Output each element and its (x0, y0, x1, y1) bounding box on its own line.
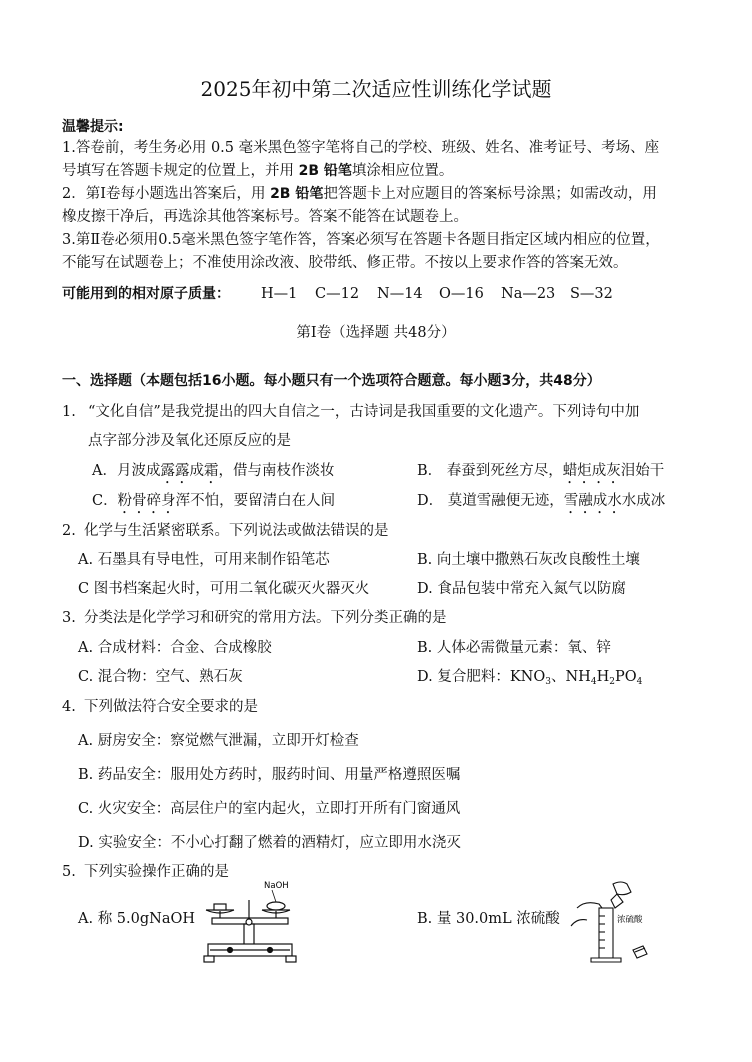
option-text: D. 复合肥料： (417, 669, 510, 685)
option-c: C. 火灾安全：高层住户的室内起火，立即打开所有门窗通风 (78, 801, 461, 817)
atomic-mass-o: O—16 (439, 286, 484, 302)
tips-text: 2．第Ⅰ卷每小题选出答案后，用 (62, 186, 271, 202)
option-d (417, 492, 665, 517)
tips-line (62, 185, 657, 203)
tips-heading: 温馨提示: (62, 119, 124, 135)
question-number: 5. (62, 864, 76, 880)
option-d (417, 668, 642, 691)
balance-scale-figure (200, 878, 304, 966)
option-c: C. 混合物：空气、熟石灰 (78, 669, 243, 685)
tips-text: 号填写在答题卡规定的位置上，并用 (62, 163, 299, 179)
option-text: A．月波成 (92, 463, 161, 479)
option-text: 水成冰 (621, 493, 666, 509)
part-heading: 一、选择题（本题包括16小题。每小题只有一个选项符合题意。每小题3分，共48分） (62, 373, 601, 389)
tips-line: 橡皮擦干净后，再选涂其他答案标号。答案不能答在试题卷上。 (62, 209, 468, 225)
dotted-text: 粉骨碎身 (117, 493, 176, 509)
option-text: B． 春蚕到死丝方尽， (417, 463, 563, 479)
option-b: B. 人体必需微量元素：氧、锌 (417, 640, 611, 656)
dotted-text: 雪融成水 (563, 493, 622, 509)
option-c: C 图书档案起火时，可用二氧化碳灭火器灭火 (78, 581, 370, 597)
tips-text-bold: 2B 铅笔 (298, 163, 352, 179)
option-text: 泪始干 (620, 463, 665, 479)
option-a: A. 厨房安全：察觉燃气泄漏，立即开灯检查 (78, 733, 359, 749)
formula-subscript: 2 (609, 677, 615, 687)
sulfuric-acid-label: 浓硫酸 (617, 915, 643, 925)
question-stem: 分类法是化学学习和研究的常用方法。下列分类正确的是 (84, 610, 447, 626)
question-stem: 下列实验操作正确的是 (84, 864, 229, 880)
question-stem: 下列做法符合安全要求的是 (84, 699, 258, 715)
tips-line: 3.第Ⅱ卷必须用0.5毫米黑色签字笔作答，答案必须写在答题卡各题目指定区域内相应的位置， (62, 232, 660, 248)
formula: NH (565, 669, 591, 685)
tips-text: 填涂相应位置。 (351, 163, 454, 179)
atomic-mass-c: C—12 (315, 286, 360, 302)
formula-subscript: 3 (545, 677, 551, 687)
option-text: C． (92, 493, 118, 509)
option-b: B. 向土壤中撒熟石灰改良酸性土壤 (417, 552, 640, 568)
option-text: 成 (189, 463, 204, 479)
option-c (92, 492, 335, 517)
formula: KNO (509, 669, 546, 685)
question-stem: 化学与生活紧密联系。下列说法或做法错误的是 (84, 523, 389, 539)
naoh-label: NaOH (264, 881, 289, 891)
option-b (417, 462, 664, 487)
option-text: 浑不怕，要留清白在人间 (175, 493, 336, 509)
option-d: D. 食品包装中常充入氮气以防腐 (417, 581, 626, 597)
formula: PO (614, 669, 637, 685)
separator: 、 (550, 669, 566, 685)
tips-text: 把答题卡上对应题目的答案标号涂黑；如需改动，用 (323, 186, 657, 202)
tips-line (62, 162, 453, 180)
dotted-text: 蜡炬成灰 (562, 463, 621, 479)
option-a: A. 称 5.0gNaOH (78, 911, 196, 927)
option-text: D． 莫道雪融便无迹， (417, 493, 564, 509)
page-title: 2025年初中第二次适应性训练化学试题 (200, 77, 552, 101)
option-d: D. 实验安全：不小心打翻了燃着的酒精灯，应立即用水浇灭 (78, 835, 461, 851)
option-b: B. 药品安全：服用处方药时，服药时间、用量严格遵照医嘱 (78, 767, 461, 783)
dotted-text: 霜 (203, 463, 219, 479)
option-text: ，借与南枝作淡妆 (218, 463, 335, 479)
question-number: 3. (62, 610, 76, 626)
option-a (92, 462, 334, 487)
atomic-mass-h: H—1 (261, 286, 298, 302)
option-a: A. 石墨具有导电性，可用来制作铅笔芯 (78, 552, 330, 568)
atomic-mass-n: N—14 (377, 286, 423, 302)
question-stem: 点字部分涉及氧化还原反应的是 (88, 433, 291, 449)
option-b: B. 量 30.0mL 浓硫酸 (417, 911, 560, 927)
formula: H (596, 669, 610, 685)
question-number: 2. (62, 523, 76, 539)
question-number: 1. (62, 404, 76, 420)
question-stem: “文化自信”是我党提出的四大自信之一，古诗词是我国重要的文化遗产。下列诗句中加 (88, 404, 640, 420)
tips-line: 不能写在试题卷上；不准使用涂改液、胶带纸、修正带。不按以上要求作答的答案无效。 (62, 255, 628, 271)
graduated-cylinder-figure (565, 878, 660, 968)
atomic-mass-label: 可能用到的相对原子质量： (62, 286, 230, 302)
formula-subscript: 4 (590, 677, 597, 687)
formula-subscript: 4 (636, 677, 643, 687)
atomic-mass-na: Na—23 (501, 286, 556, 302)
option-a: A. 合成材料：合金、合成橡胶 (78, 640, 272, 656)
dotted-text: 露露 (160, 463, 190, 479)
section-header: 第Ⅰ卷（选择题 共48分） (296, 325, 456, 341)
tips-line: 1.答卷前，考生务必用 0.5 毫米黑色签字笔将自己的学校、班级、姓名、准考证号、考场、座 (62, 140, 660, 156)
tips-text-bold: 2B 铅笔 (270, 186, 324, 202)
atomic-mass-s: S—32 (570, 286, 613, 302)
question-number: 4. (62, 699, 76, 715)
